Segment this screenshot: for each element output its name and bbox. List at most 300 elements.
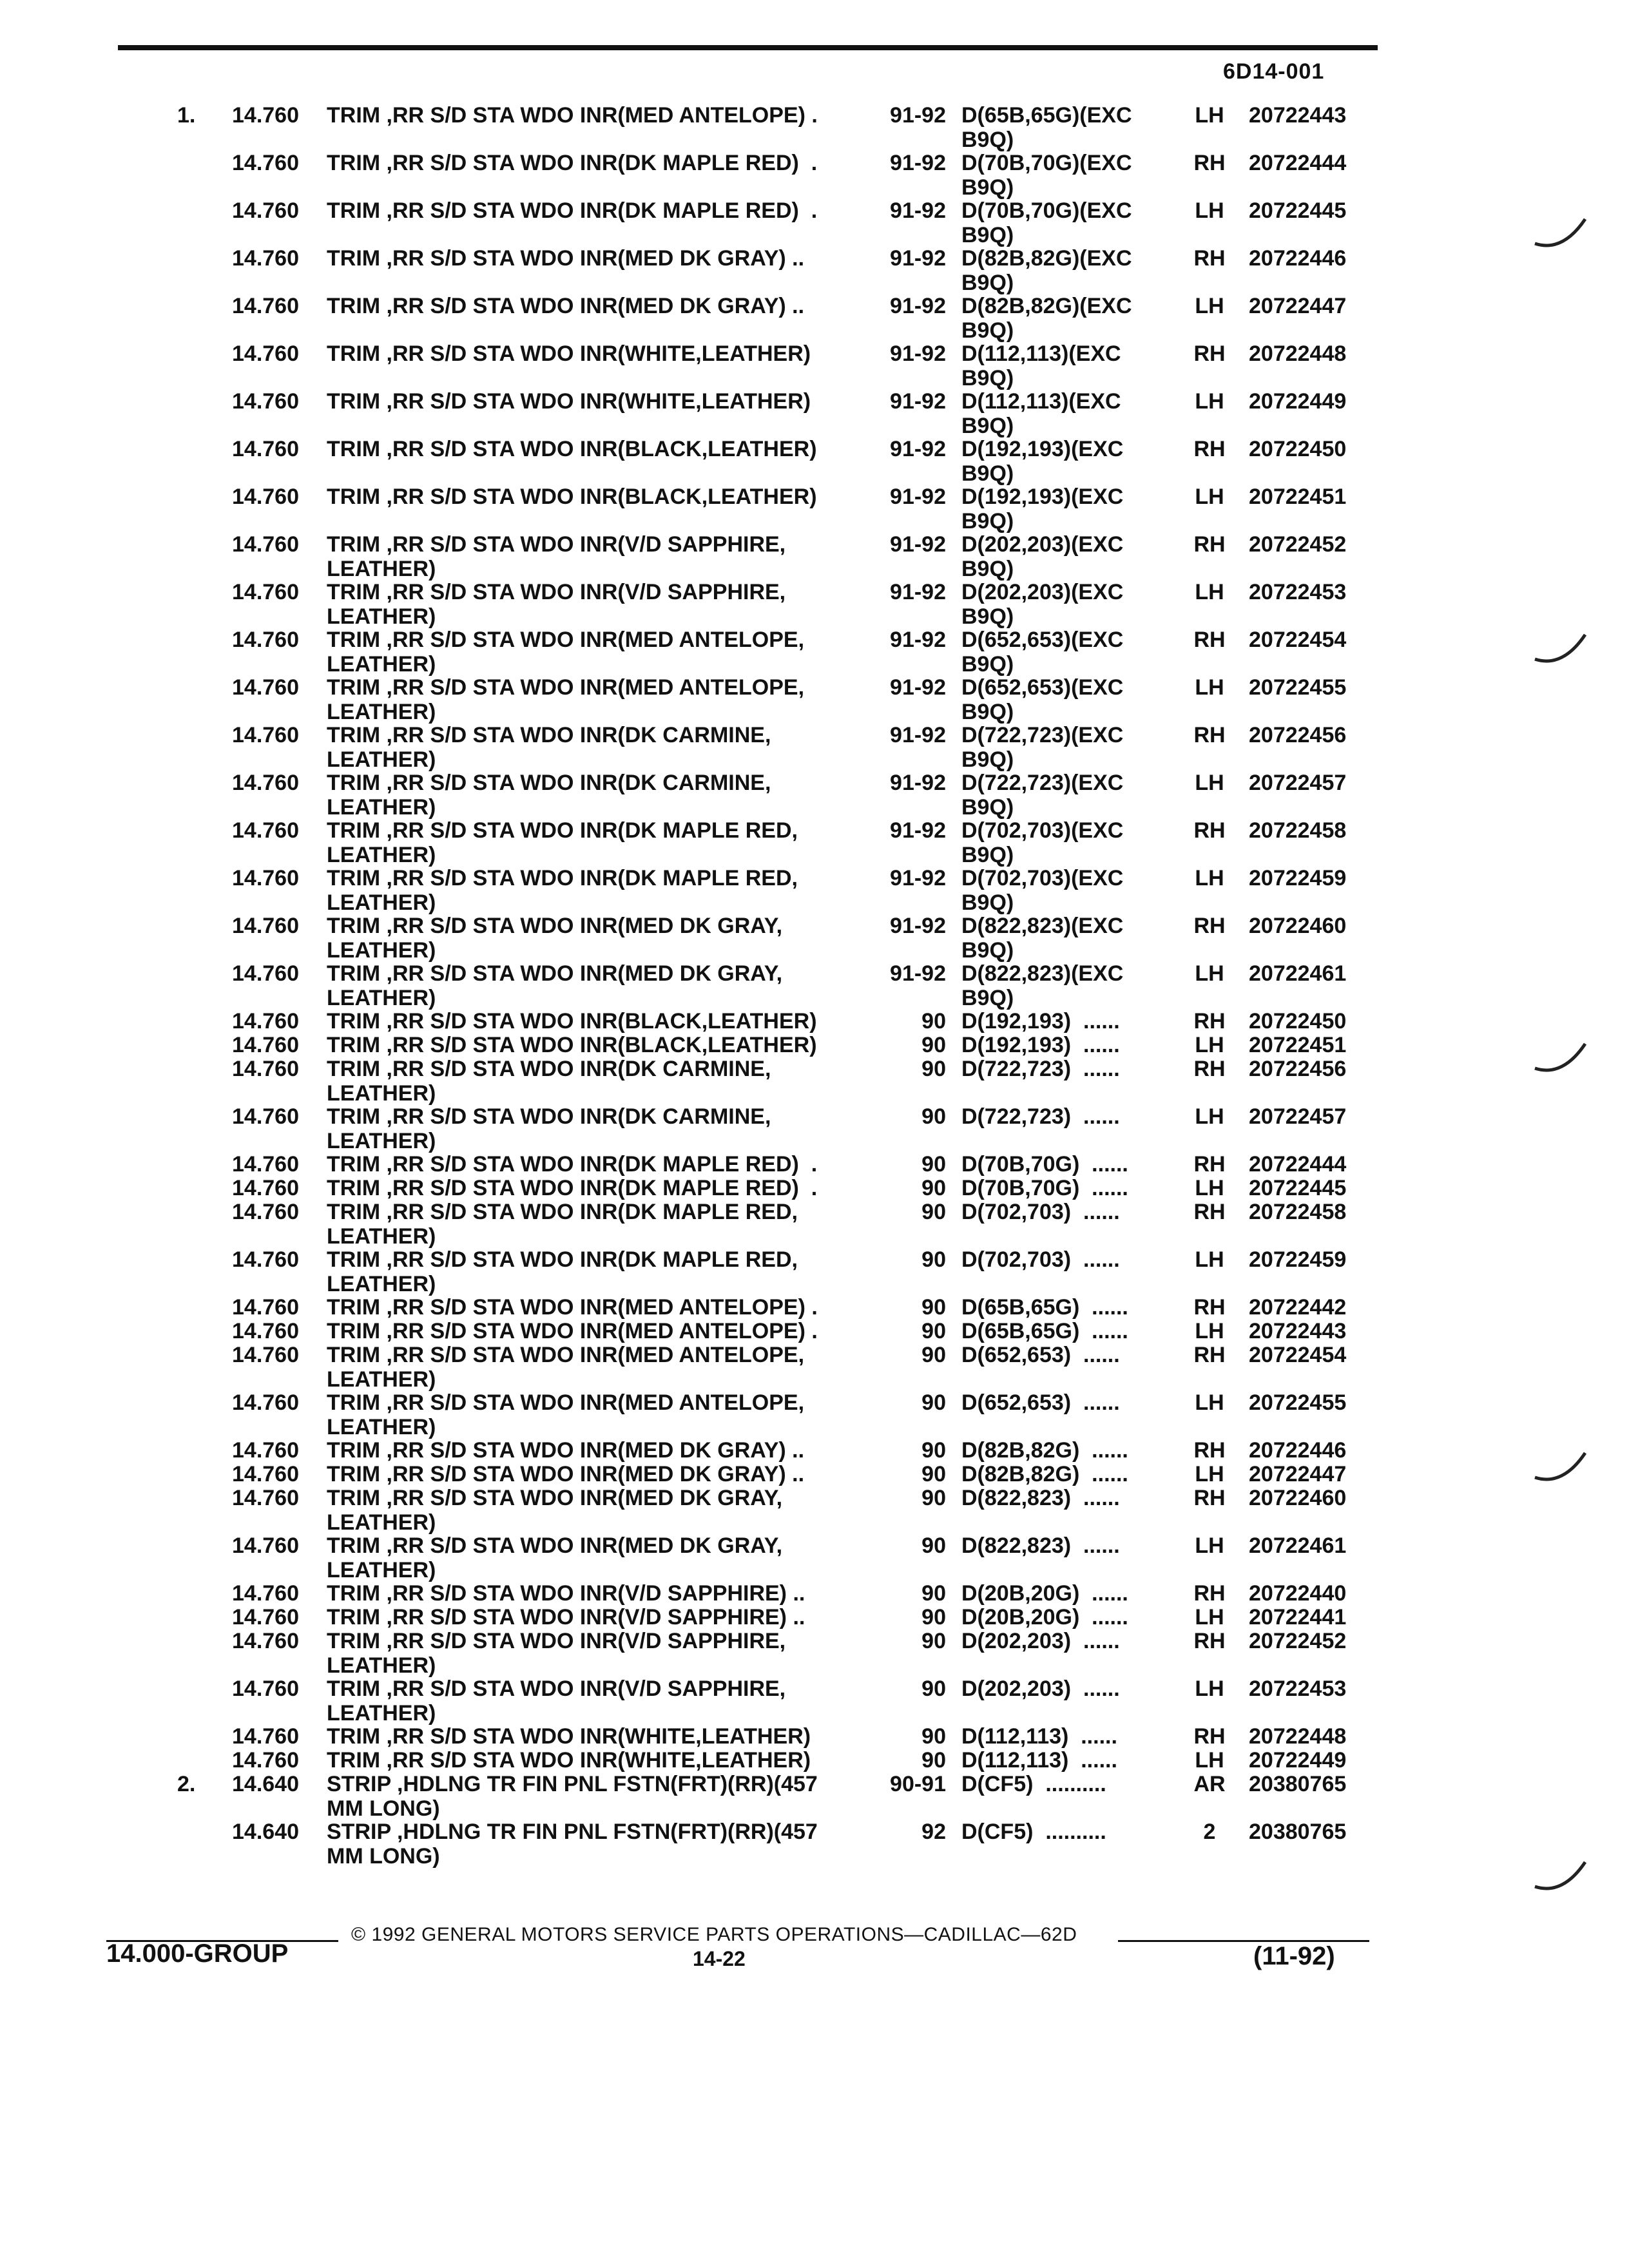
table-row [0,1247,1629,1295]
model-year: 91-92 [890,580,946,604]
group-number: 14.760 [232,198,299,223]
part-number: 20722443 [1249,1319,1347,1343]
binder-hole-mark [1534,1446,1592,1485]
part-description: TRIM ,RR S/D STA WDO INR(V/D SAPPHIRE) .. [327,1581,805,1606]
model-year: 90 [921,1462,946,1486]
part-description: TRIM ,RR S/D STA WDO INR(DK MAPLE RED, LEATHER) [327,818,798,867]
part-description: TRIM ,RR S/D STA WDO INR(BLACK,LEATHER) [327,1033,817,1057]
part-number: 20722457 [1249,771,1347,795]
side-qty: RH [1193,914,1226,938]
item-ref: 2. [177,1772,196,1796]
part-number: 20722446 [1249,1438,1347,1463]
part-number: 20722461 [1249,961,1347,986]
group-number: 14.760 [232,1605,299,1629]
group-number: 14.760 [232,1724,299,1749]
part-number: 20722457 [1249,1104,1347,1129]
model-year: 90 [921,1295,946,1320]
side-qty: LH [1195,1677,1224,1701]
group-number: 14.760 [232,389,299,414]
group-number: 14.760 [232,1438,299,1463]
table-row [0,1748,1629,1772]
part-description: TRIM ,RR S/D STA WDO INR(MED DK GRAY) .. [327,1462,805,1486]
table-row [0,341,1629,389]
table-row [0,675,1629,723]
side-qty: LH [1195,1247,1224,1272]
part-description: TRIM ,RR S/D STA WDO INR(DK CARMINE, LEATHER) [327,1104,771,1153]
part-number: 20722453 [1249,580,1347,604]
table-row [0,1033,1629,1057]
model-year: 90 [921,1200,946,1224]
side-qty: LH [1195,771,1224,795]
side-qty: 2 [1203,1820,1216,1844]
usage-code: D(822,823) ...... [961,1486,1120,1510]
part-number: 20722459 [1249,1247,1347,1272]
group-number: 14.760 [232,1390,299,1415]
part-description: TRIM ,RR S/D STA WDO INR(V/D SAPPHIRE, LEATHER) [327,1629,786,1678]
part-description: TRIM ,RR S/D STA WDO INR(WHITE,LEATHER) [327,341,811,366]
part-number: 20722449 [1249,1748,1347,1773]
model-year: 90 [921,1343,946,1367]
part-description: TRIM ,RR S/D STA WDO INR(MED DK GRAY, LEATHER) [327,1533,783,1582]
side-qty: LH [1195,580,1224,604]
usage-code: D(722,723) ...... [961,1057,1120,1081]
part-description: TRIM ,RR S/D STA WDO INR(DK MAPLE RED, LEATHER) [327,1200,798,1249]
usage-code: D(82B,82G) ...... [961,1462,1128,1486]
table-row [0,818,1629,866]
part-number: 20722456 [1249,1057,1347,1081]
group-number: 14.760 [232,1319,299,1343]
table-row [0,1486,1629,1533]
side-qty: LH [1195,485,1224,509]
usage-code: D(112,113)(EXC B9Q) [961,341,1121,390]
group-number: 14.760 [232,914,299,938]
group-number: 14.760 [232,532,299,557]
side-qty: LH [1195,198,1224,223]
group-number: 14.760 [232,1748,299,1773]
part-description: TRIM ,RR S/D STA WDO INR(V/D SAPPHIRE) .. [327,1605,805,1629]
group-number: 14.760 [232,818,299,843]
model-year: 90 [921,1009,946,1033]
side-qty: RH [1193,1581,1226,1606]
model-year: 90 [921,1748,946,1773]
part-number: 20722460 [1249,1486,1347,1510]
group-number: 14.760 [232,341,299,366]
table-row [0,1677,1629,1724]
page-number: 14-22 [693,1947,746,1970]
model-year: 91-92 [890,198,946,223]
model-year: 91-92 [890,389,946,414]
model-year: 91-92 [890,246,946,271]
table-row [0,1295,1629,1319]
usage-code: D(20B,20G) ...... [961,1605,1128,1629]
model-year: 91-92 [890,341,946,366]
group-number: 14.760 [232,246,299,271]
table-row [0,1533,1629,1581]
table-row [0,1772,1629,1820]
usage-code: D(202,203)(EXC B9Q) [961,532,1124,581]
part-number: 20722459 [1249,866,1347,890]
model-year: 90 [921,1033,946,1057]
usage-code: D(702,703)(EXC B9Q) [961,818,1124,867]
usage-code: D(822,823)(EXC B9Q) [961,961,1124,1010]
side-qty: RH [1193,246,1226,271]
usage-code: D(702,703) ...... [961,1247,1120,1272]
table-row [0,1820,1629,1867]
usage-code: D(652,653) ...... [961,1390,1120,1415]
part-description: TRIM ,RR S/D STA WDO INR(WHITE,LEATHER) [327,1748,811,1773]
group-number: 14.760 [232,771,299,795]
binder-hole-mark [1534,213,1592,251]
part-number: 20722448 [1249,341,1347,366]
usage-code: D(65B,65G) ...... [961,1295,1128,1320]
part-description: TRIM ,RR S/D STA WDO INR(WHITE,LEATHER) [327,1724,811,1749]
table-row [0,1176,1629,1200]
side-qty: LH [1195,1176,1224,1200]
model-year: 90 [921,1247,946,1272]
table-row [0,866,1629,914]
group-number: 14.760 [232,1462,299,1486]
group-number: 14.640 [232,1820,299,1844]
part-number: 20722444 [1249,1152,1347,1177]
model-year: 91-92 [890,485,946,509]
table-row [0,1343,1629,1390]
group-number: 14.760 [232,1176,299,1200]
model-year: 90 [921,1605,946,1629]
group-number: 14.760 [232,151,299,175]
part-description: TRIM ,RR S/D STA WDO INR(MED ANTELOPE, LEATHER) [327,1390,805,1439]
table-row [0,437,1629,485]
group-number: 14.760 [232,1629,299,1653]
usage-code: D(112,113) ...... [961,1748,1117,1773]
side-qty: LH [1195,866,1224,890]
part-number: 20722460 [1249,914,1347,938]
usage-code: D(202,203) ...... [961,1677,1120,1701]
part-description: TRIM ,RR S/D STA WDO INR(V/D SAPPHIRE, LEATHER) [327,580,786,629]
part-description: TRIM ,RR S/D STA WDO INR(MED DK GRAY, LEATHER) [327,961,783,1010]
usage-code: D(652,653) ...... [961,1343,1120,1367]
group-number: 14.760 [232,866,299,890]
part-description: TRIM ,RR S/D STA WDO INR(MED DK GRAY) .. [327,1438,805,1463]
part-description: TRIM ,RR S/D STA WDO INR(DK MAPLE RED) . [327,151,818,175]
side-qty: LH [1195,1462,1224,1486]
usage-code: D(192,193) ...... [961,1033,1120,1057]
model-year: 91-92 [890,914,946,938]
part-number: 20722449 [1249,389,1347,414]
group-number: 14.760 [232,1295,299,1320]
side-qty: RH [1193,1486,1226,1510]
usage-code: D(822,823) ...... [961,1533,1120,1558]
table-row [0,1438,1629,1462]
usage-code: D(192,193) ...... [961,1009,1120,1033]
model-year: 90-91 [890,1772,946,1796]
table-row [0,1152,1629,1176]
usage-code: D(CF5) .......... [961,1772,1106,1796]
part-number: 20722452 [1249,532,1347,557]
copyright-notice: © 1992 GENERAL MOTORS SERVICE PARTS OPERATIONS—CADILLAC—62D [351,1924,1077,1945]
side-qty: LH [1195,1390,1224,1415]
part-description: TRIM ,RR S/D STA WDO INR(MED DK GRAY) .. [327,246,805,271]
side-qty: RH [1193,341,1226,366]
table-row [0,1200,1629,1247]
table-row [0,1390,1629,1438]
part-description: TRIM ,RR S/D STA WDO INR(BLACK,LEATHER) [327,1009,817,1033]
part-number: 20722453 [1249,1677,1347,1701]
group-number: 14.760 [232,1057,299,1081]
table-row [0,961,1629,1009]
group-number: 14.760 [232,1009,299,1033]
part-description: STRIP ,HDLNG TR FIN PNL FSTN(FRT)(RR)(457 MM LONG) [327,1772,818,1821]
side-qty: RH [1193,1343,1226,1367]
part-number: 20722444 [1249,151,1347,175]
page-code: 6D14-001 [1223,59,1325,84]
part-description: TRIM ,RR S/D STA WDO INR(WHITE,LEATHER) [327,389,811,414]
part-description: TRIM ,RR S/D STA WDO INR(V/D SAPPHIRE, LEATHER) [327,1677,786,1725]
model-year: 90 [921,1581,946,1606]
part-number: 20722451 [1249,1033,1347,1057]
table-row [0,1319,1629,1343]
model-year: 91-92 [890,771,946,795]
side-qty: RH [1193,1152,1226,1177]
model-year: 90 [921,1486,946,1510]
group-number: 14.760 [232,1200,299,1224]
part-description: TRIM ,RR S/D STA WDO INR(DK MAPLE RED, LEATHER) [327,866,798,915]
model-year: 90 [921,1152,946,1177]
part-number: 20722455 [1249,1390,1347,1415]
group-number: 14.760 [232,294,299,318]
side-qty: RH [1193,723,1226,747]
side-qty: RH [1193,532,1226,557]
part-description: TRIM ,RR S/D STA WDO INR(DK MAPLE RED) . [327,1152,818,1177]
model-year: 91-92 [890,961,946,986]
side-qty: RH [1193,1629,1226,1653]
group-number: 14.760 [232,437,299,461]
side-qty: LH [1195,1748,1224,1773]
part-description: TRIM ,RR S/D STA WDO INR(MED ANTELOPE, LEATHER) [327,628,805,677]
table-row [0,389,1629,437]
side-qty: LH [1195,675,1224,700]
binder-hole-mark [1534,628,1592,667]
model-year: 91-92 [890,532,946,557]
part-number: 20722454 [1249,628,1347,652]
table-row [0,151,1629,198]
group-number: 14.760 [232,1152,299,1177]
part-description: TRIM ,RR S/D STA WDO INR(DK MAPLE RED, LEATHER) [327,1247,798,1296]
group-number: 14.760 [232,1343,299,1367]
part-description: TRIM ,RR S/D STA WDO INR(MED ANTELOPE, LEATHER) [327,1343,805,1392]
part-number: 20722441 [1249,1605,1347,1629]
model-year: 91-92 [890,151,946,175]
part-number: 20722446 [1249,246,1347,271]
table-row [0,628,1629,675]
table-row [0,532,1629,580]
side-qty: LH [1195,1533,1224,1558]
group-number: 14.760 [232,1581,299,1606]
part-number: 20722442 [1249,1295,1347,1320]
part-description: TRIM ,RR S/D STA WDO INR(DK MAPLE RED) . [327,198,818,223]
part-description: TRIM ,RR S/D STA WDO INR(MED ANTELOPE) . [327,1295,818,1320]
table-row [0,580,1629,628]
model-year: 90 [921,1438,946,1463]
usage-code: D(112,113) ...... [961,1724,1117,1749]
part-number: 20722456 [1249,723,1347,747]
part-description: TRIM ,RR S/D STA WDO INR(MED ANTELOPE) . [327,103,818,128]
usage-code: D(722,723)(EXC B9Q) [961,771,1124,820]
model-year: 91-92 [890,628,946,652]
usage-code: D(202,203) ...... [961,1629,1120,1653]
item-ref: 1. [177,103,196,128]
group-number: 14.760 [232,723,299,747]
side-qty: RH [1193,1009,1226,1033]
usage-code: D(722,723)(EXC B9Q) [961,723,1124,772]
side-qty: LH [1195,1104,1224,1129]
group-number: 14.640 [232,1772,299,1796]
part-description: TRIM ,RR S/D STA WDO INR(BLACK,LEATHER) [327,485,817,509]
model-year: 90 [921,1677,946,1701]
part-number: 20722447 [1249,1462,1347,1486]
side-qty: RH [1193,1200,1226,1224]
usage-code: D(70B,70G)(EXC B9Q) [961,151,1132,200]
model-year: 91-92 [890,437,946,461]
model-year: 90 [921,1390,946,1415]
group-number: 14.760 [232,485,299,509]
usage-code: D(20B,20G) ...... [961,1581,1128,1606]
group-number: 14.760 [232,675,299,700]
model-year: 90 [921,1319,946,1343]
group-number: 14.760 [232,961,299,986]
usage-code: D(652,653)(EXC B9Q) [961,628,1124,677]
usage-code: D(CF5) .......... [961,1820,1106,1844]
part-number: 20722451 [1249,485,1347,509]
model-year: 91-92 [890,294,946,318]
part-description: TRIM ,RR S/D STA WDO INR(DK CARMINE, LEATHER) [327,723,771,772]
part-number: 20722448 [1249,1724,1347,1749]
part-number: 20722440 [1249,1581,1347,1606]
usage-code: D(82B,82G)(EXC B9Q) [961,246,1132,295]
part-number: 20722445 [1249,198,1347,223]
side-qty: AR [1193,1772,1226,1796]
part-description: TRIM ,RR S/D STA WDO INR(DK CARMINE, LEATHER) [327,771,771,820]
group-number: 14.760 [232,1677,299,1701]
usage-code: D(70B,70G) ...... [961,1176,1128,1200]
model-year: 90 [921,1533,946,1558]
group-label: 14.000-GROUP [106,1939,289,1968]
model-year: 92 [921,1820,946,1844]
model-year: 90 [921,1057,946,1081]
group-number: 14.760 [232,1533,299,1558]
part-description: TRIM ,RR S/D STA WDO INR(DK MAPLE RED) . [327,1176,818,1200]
model-year: 91-92 [890,103,946,128]
usage-code: D(65B,65G) ...... [961,1319,1128,1343]
usage-code: D(192,193)(EXC B9Q) [961,437,1124,486]
table-row [0,1629,1629,1677]
part-number: 20722458 [1249,1200,1347,1224]
part-number: 20722450 [1249,1009,1347,1033]
table-row [0,723,1629,771]
model-year: 91-92 [890,818,946,843]
table-row [0,485,1629,532]
side-qty: LH [1195,294,1224,318]
side-qty: RH [1193,628,1226,652]
usage-code: D(82B,82G) ...... [961,1438,1128,1463]
usage-code: D(65B,65G)(EXC B9Q) [961,103,1132,152]
table-row [0,1724,1629,1748]
table-row [0,914,1629,961]
usage-code: D(702,703)(EXC B9Q) [961,866,1124,915]
part-number: 20722447 [1249,294,1347,318]
side-qty: RH [1193,818,1226,843]
group-number: 14.760 [232,1033,299,1057]
table-row [0,246,1629,294]
usage-code: D(82B,82G)(EXC B9Q) [961,294,1132,343]
table-row [0,103,1629,151]
group-number: 14.760 [232,628,299,652]
part-number: 20722445 [1249,1176,1347,1200]
side-qty: LH [1195,1033,1224,1057]
side-qty: RH [1193,437,1226,461]
table-row [0,1009,1629,1033]
usage-code: D(70B,70G)(EXC B9Q) [961,198,1132,247]
usage-code: D(652,653)(EXC B9Q) [961,675,1124,724]
part-number: 20722443 [1249,103,1347,128]
side-qty: LH [1195,1605,1224,1629]
group-number: 14.760 [232,103,299,128]
part-description: TRIM ,RR S/D STA WDO INR(V/D SAPPHIRE, LEATHER) [327,532,786,581]
table-row [0,1581,1629,1605]
usage-code: D(202,203)(EXC B9Q) [961,580,1124,629]
part-description: TRIM ,RR S/D STA WDO INR(MED DK GRAY, LEATHER) [327,914,783,963]
part-number: 20722454 [1249,1343,1347,1367]
usage-code: D(822,823)(EXC B9Q) [961,914,1124,963]
part-number: 20722450 [1249,437,1347,461]
side-qty: RH [1193,1724,1226,1749]
part-number: 20722452 [1249,1629,1347,1653]
usage-code: D(70B,70G) ...... [961,1152,1128,1177]
table-row [0,1462,1629,1486]
side-qty: RH [1193,1295,1226,1320]
model-year: 90 [921,1629,946,1653]
group-number: 14.760 [232,1486,299,1510]
top-rule [118,45,1378,50]
usage-code: D(722,723) ...... [961,1104,1120,1129]
model-year: 91-92 [890,723,946,747]
part-number: 20722455 [1249,675,1347,700]
table-row [0,1104,1629,1152]
side-qty: LH [1195,103,1224,128]
table-row [0,1605,1629,1629]
part-number: 20722461 [1249,1533,1347,1558]
model-year: 90 [921,1724,946,1749]
part-description: TRIM ,RR S/D STA WDO INR(MED ANTELOPE) . [327,1319,818,1343]
side-qty: RH [1193,1438,1226,1463]
table-row [0,1057,1629,1104]
model-year: 90 [921,1176,946,1200]
part-description: TRIM ,RR S/D STA WDO INR(BLACK,LEATHER) [327,437,817,461]
usage-code: D(112,113)(EXC B9Q) [961,389,1121,438]
side-qty: RH [1193,151,1226,175]
side-qty: LH [1195,1319,1224,1343]
model-year: 91-92 [890,675,946,700]
model-year: 91-92 [890,866,946,890]
parts-list [0,103,1629,1867]
group-number: 14.760 [232,580,299,604]
part-description: STRIP ,HDLNG TR FIN PNL FSTN(FRT)(RR)(457 MM LONG) [327,1820,818,1869]
usage-code: D(192,193)(EXC B9Q) [961,485,1124,533]
table-row [0,198,1629,246]
table-row [0,294,1629,341]
side-qty: LH [1195,389,1224,414]
side-qty: LH [1195,961,1224,986]
part-description: TRIM ,RR S/D STA WDO INR(MED DK GRAY) .. [327,294,805,318]
